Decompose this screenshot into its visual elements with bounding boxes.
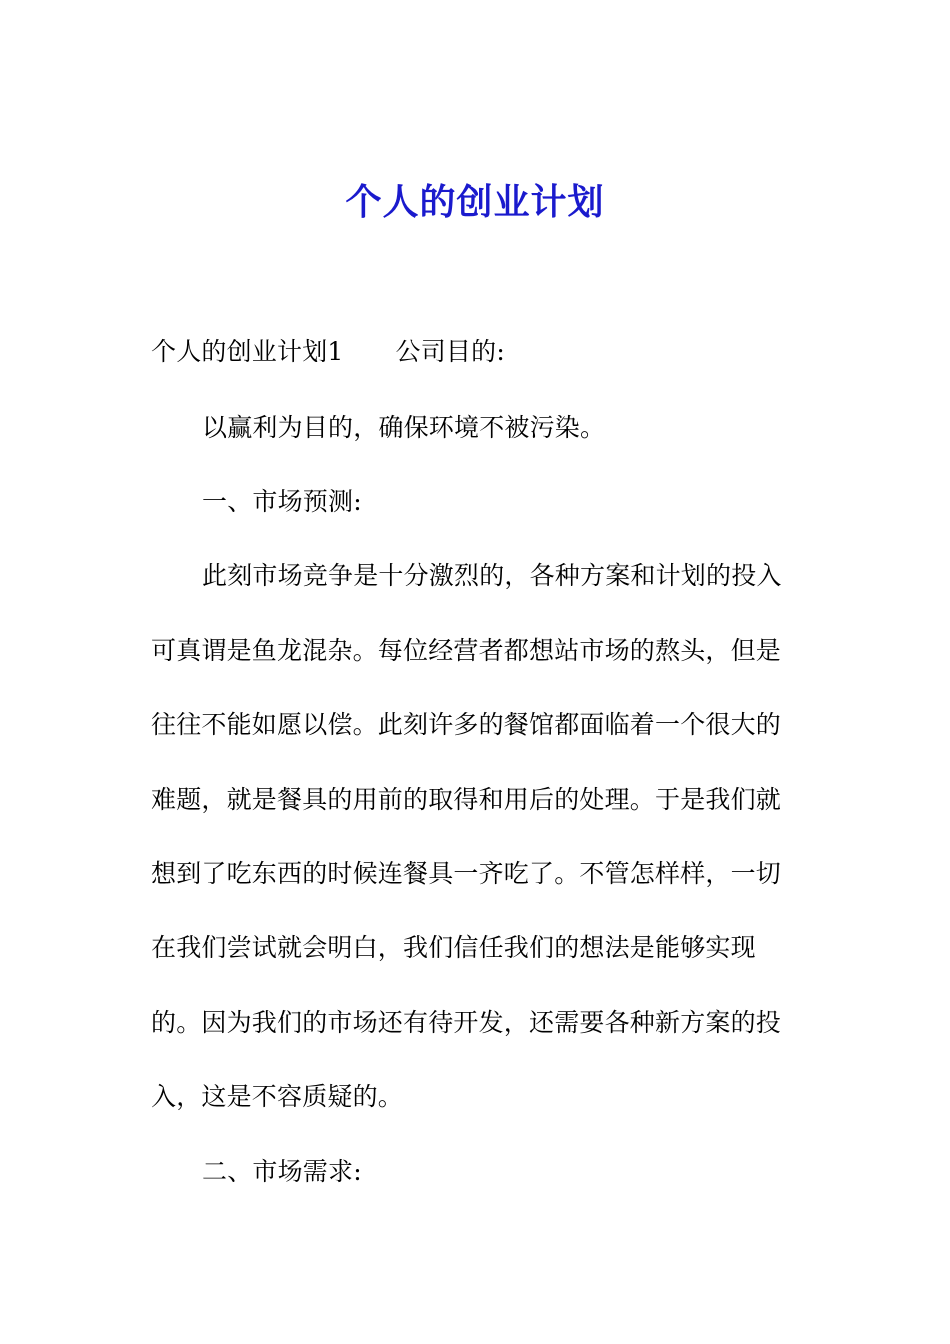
paragraph-line: 在我们尝试就会明白，我们信任我们的想法是能够实现 — [151, 933, 756, 962]
section-heading: 二、市场需求: — [202, 1157, 362, 1186]
text-line: 以赢利为目的，确保环境不被污染。 — [202, 413, 606, 442]
paragraph-line: 此刻市场竞争是十分激烈的，各种方案和计划的投入 — [202, 561, 782, 590]
section-heading: 一、市场预测: — [202, 487, 362, 516]
document-title: 个人的创业计划 — [345, 182, 605, 223]
paragraph-line: 想到了吃东西的时候连餐具一齐吃了。不管怎样样，一切 — [151, 859, 782, 888]
paragraph-line: 往往不能如愿以偿。此刻许多的餐馆都面临着一个很大的 — [151, 710, 782, 739]
plan-number-label: 个人的创业计划1 — [151, 337, 344, 366]
company-purpose-label: 公司目的: — [395, 337, 505, 366]
paragraph-line: 入，这是不容质疑的。 — [151, 1082, 404, 1111]
paragraph-line: 难题，就是餐具的用前的取得和用后的处理。于是我们就 — [151, 785, 782, 814]
paragraph-line: 可真谓是鱼龙混杂。每位经营者都想站市场的熬头，但是 — [151, 636, 782, 665]
paragraph-line: 的。因为我们的市场还有待开发，还需要各种新方案的投 — [151, 1008, 782, 1037]
text-line — [151, 334, 811, 370]
